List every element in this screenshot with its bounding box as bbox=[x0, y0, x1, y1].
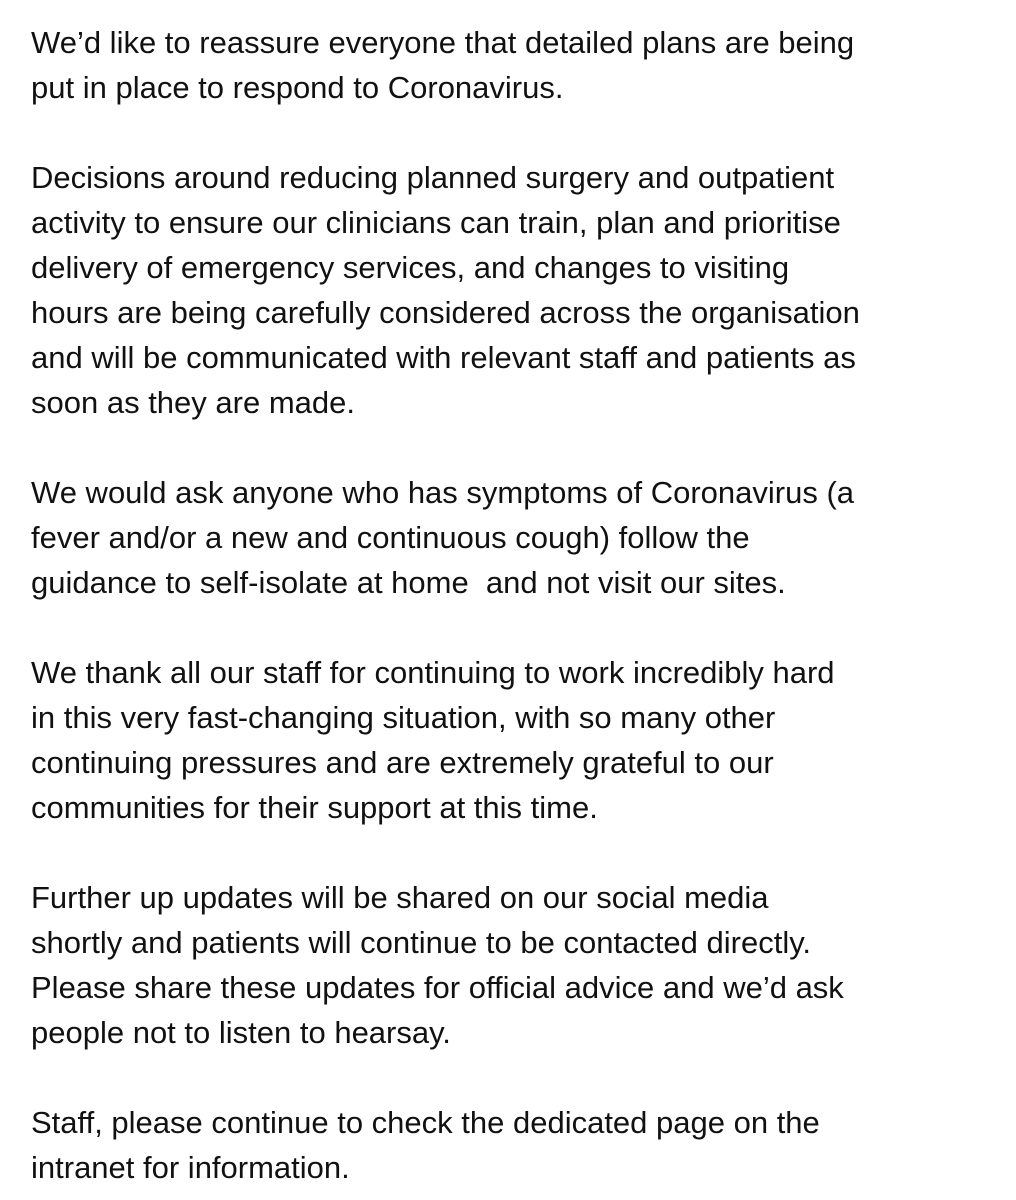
text-line: continuing pressures and are extremely grateful to our bbox=[31, 745, 774, 780]
text-line: put in place to respond to Coronavirus. bbox=[31, 70, 564, 105]
text-line: We would ask anyone who has symptoms of Coronavirus (a bbox=[31, 475, 855, 510]
text-line: Staff, please continue to check the dedicated page on the bbox=[31, 1105, 820, 1140]
text-line: hours are being carefully considered across the organisation bbox=[31, 295, 860, 330]
paragraph-symptoms bbox=[31, 470, 1008, 605]
text-line: Further up updates will be shared on our social media bbox=[31, 880, 769, 915]
text-line: soon as they are made. bbox=[31, 385, 355, 420]
text-line: We’d like to reassure everyone that detailed plans are being bbox=[31, 25, 855, 60]
paragraph-staff-intranet bbox=[31, 1100, 1008, 1190]
text-line: Please share these updates for official advice and we’d ask bbox=[31, 970, 844, 1005]
paragraph-updates bbox=[31, 875, 1008, 1055]
text-line: fever and/or a new and continuous cough) follow the bbox=[31, 520, 750, 555]
paragraph-decisions bbox=[31, 155, 1008, 425]
text-line: and will be communicated with relevant staff and patients as bbox=[31, 340, 856, 375]
text-line: delivery of emergency services, and changes to visiting bbox=[31, 250, 790, 285]
paragraph-thanks bbox=[31, 650, 1008, 830]
text-line: communities for their support at this time. bbox=[31, 790, 598, 825]
text-line: guidance to self-isolate at home and not visit our sites. bbox=[31, 565, 786, 600]
text-line: intranet for information. bbox=[31, 1150, 350, 1185]
text-line: in this very fast-changing situation, with so many other bbox=[31, 700, 776, 735]
text-line: We thank all our staff for continuing to work incredibly hard bbox=[31, 655, 835, 690]
text-line: people not to listen to hearsay. bbox=[31, 1015, 451, 1050]
paragraph-reassurance bbox=[31, 20, 1008, 110]
text-line: activity to ensure our clinicians can train, plan and prioritise bbox=[31, 205, 841, 240]
text-line: shortly and patients will continue to be contacted directly. bbox=[31, 925, 812, 960]
text-line: Decisions around reducing planned surgery and outpatient bbox=[31, 160, 835, 195]
